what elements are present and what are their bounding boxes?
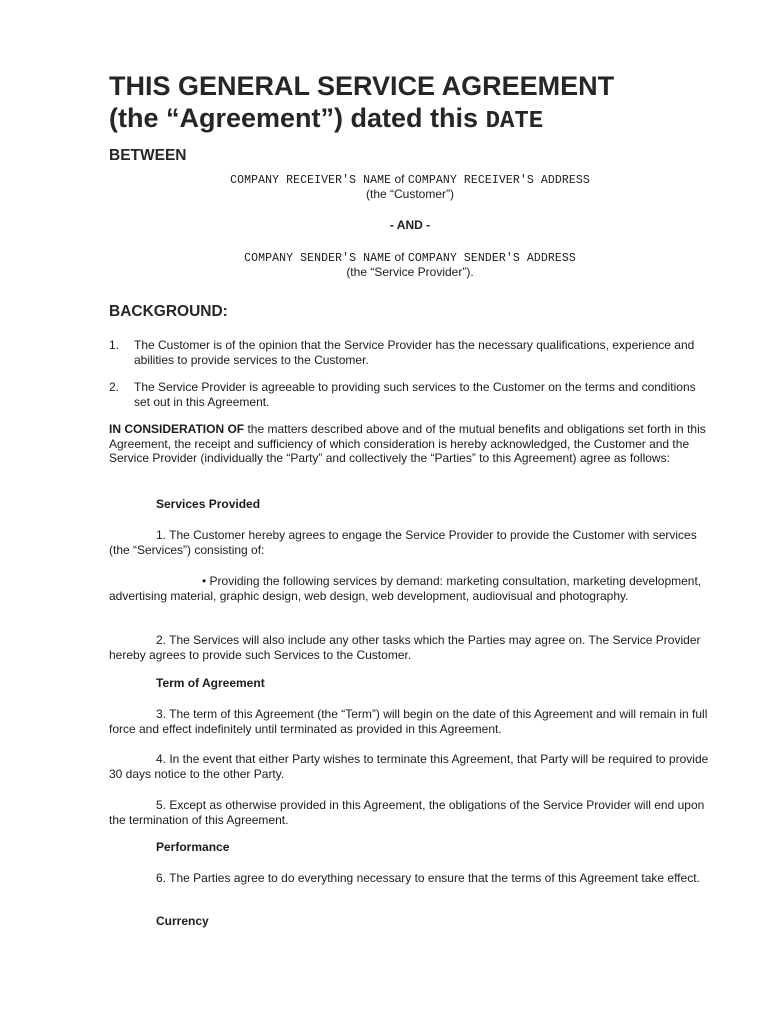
and-separator: - AND - xyxy=(389,218,431,232)
clause-3 xyxy=(109,707,713,736)
clause-4 xyxy=(109,752,713,781)
provider-name: COMPANY SENDER'S NAME xyxy=(244,252,392,265)
clause-2 xyxy=(109,633,713,662)
item-number: 2. xyxy=(109,380,120,394)
bullet-text: • Providing the following services by demand: marketing consultation, marketing development, advertising material, graphic design, web design, web development, audiovisual and photography. xyxy=(109,574,702,603)
title-date-placeholder: DATE xyxy=(485,108,544,135)
section-heading-term: Term of Agreement xyxy=(156,676,265,690)
document-title-line-1: THIS GENERAL SERVICE AGREEMENT xyxy=(109,71,615,101)
provider-address: COMPANY SENDER'S ADDRESS xyxy=(407,252,576,265)
customer-party-line xyxy=(109,172,711,188)
background-heading: BACKGROUND: xyxy=(109,303,228,320)
between-heading: BETWEEN xyxy=(109,147,187,164)
consideration-paragraph xyxy=(109,422,713,466)
document-title-line-2 xyxy=(109,102,729,138)
provider-label: (the “Service Provider”). xyxy=(346,265,474,279)
item-number: 1. xyxy=(109,338,120,352)
clause-4-text: 4. In the event that either Party wishes to terminate this Agreement, that Party will be required to provide 30 days notice to the other Party. xyxy=(109,752,709,781)
bullet-services-list xyxy=(109,574,713,603)
background-item xyxy=(109,380,713,409)
customer-label: (the “Customer”) xyxy=(365,187,454,201)
clause-6 xyxy=(109,871,713,886)
section-heading-currency: Currency xyxy=(156,914,209,928)
title-prefix: (the “Agreement”) dated this xyxy=(109,103,479,133)
of-word: of xyxy=(394,172,405,186)
customer-address: COMPANY RECEIVER'S ADDRESS xyxy=(407,174,590,187)
section-heading-services: Services Provided xyxy=(156,497,261,511)
provider-party-line xyxy=(109,250,711,266)
clause-1 xyxy=(109,528,713,557)
clause-5-text: 5. Except as otherwise provided in this Agreement, the obligations of the Service Provider will end upon the termination of this Agreement. xyxy=(109,798,705,827)
clause-1-text: 1. The Customer hereby agrees to engage the Service Provider to provide the Customer with services (the “Services”) consisting of: xyxy=(109,528,697,557)
clause-2-text: 2. The Services will also include any other tasks which the Parties may agree on. The Service Provider hereby agrees to provide such Services to the Customer. xyxy=(109,633,701,662)
of-word: of xyxy=(394,250,405,264)
clause-5 xyxy=(109,798,713,827)
consideration-text: the matters described above and of the mutual benefits and obligations set forth in this Agreement, the receipt and sufficiency of which consideration is hereby acknowledged, the Customer and the Service Provider (individually the “Party” and collectively the “Parties” to this Agreement) agree as follows: xyxy=(109,422,706,465)
item-text: The Customer is of the opinion that the Service Provider has the necessary qualifications, experience and abilities to provide services to the Customer. xyxy=(134,338,695,367)
consideration-lead: IN CONSIDERATION OF xyxy=(109,422,245,436)
item-text: The Service Provider is agreeable to providing such services to the Customer on the terms and conditions set out in this Agreement. xyxy=(134,380,696,409)
section-heading-performance: Performance xyxy=(156,840,230,854)
customer-name: COMPANY RECEIVER'S NAME xyxy=(230,174,392,187)
clause-6-text: 6. The Parties agree to do everything necessary to ensure that the terms of this Agreement take effect. xyxy=(156,871,700,885)
clause-3-text: 3. The term of this Agreement (the “Term”) will begin on the date of this Agreement and will remain in full force and effect indefinitely until terminated as provided in this Agreement. xyxy=(109,707,708,736)
background-item xyxy=(109,338,713,367)
